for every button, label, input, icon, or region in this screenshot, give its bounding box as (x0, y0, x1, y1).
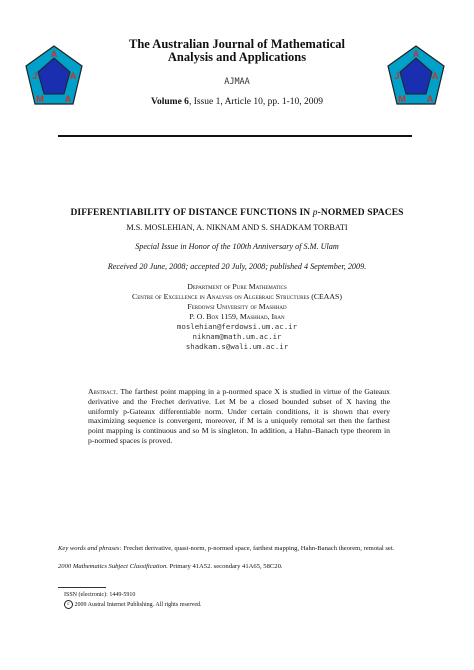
journal-title-line1: The Australian Journal of Mathematical (129, 37, 345, 51)
svg-text:M: M (36, 94, 44, 104)
paper-title-part2: -NORMED SPACES (317, 208, 404, 218)
svg-text:A: A (64, 94, 72, 104)
abstract (88, 387, 390, 446)
keywords-label: Key words and phrases: (58, 545, 122, 552)
svg-text:A: A (69, 71, 77, 81)
keywords (58, 544, 416, 553)
journal-title-line2: Analysis and Applications (167, 50, 307, 64)
msc-text: Primary 41A52. secondary 41A65, 58C20. (169, 563, 283, 570)
copyright-icon: c (64, 600, 73, 609)
footnote-rule (58, 587, 106, 588)
header-rule (58, 135, 412, 137)
authors: M.S. MOSLEHIAN, A. NIKNAM AND S. SHADKAM TORBATI (126, 223, 348, 232)
volume-details: , Issue 1, Article 10, pp. 1-10, 2009 (188, 97, 323, 107)
email-link[interactable]: niknam@math.um.ac.ir (192, 332, 282, 341)
paper-title-part1: DIFFERENTIABILITY OF DISTANCE FUNCTIONS IN (70, 208, 313, 218)
svg-text:A: A (431, 71, 439, 81)
affiliation-line: Centre of Excellence in Analysis on Algebraic Structures (CEAAS) (132, 292, 342, 301)
affiliation-line: Department of Pure Mathematics (187, 282, 287, 291)
svg-text:A: A (426, 94, 434, 104)
abstract-text: The farthest point mapping in a p-normed space X is studied in virtue of the Gateaux derivative and the Frechet derivative. Let M be a closed bounded subset of X having the uniformly p-Gateaux differentiable norm. Under certain conditions, it is shown that every maximizing sequence is convergent, moreover, if M is a uniquely remotal set then the farthest point mapping is continuous and so M is singleton. In addition, a Hahn–Banach type theorem in p-normed spaces is proved. (88, 387, 390, 445)
email-link[interactable]: shadkam.s@wali.um.ac.ir (185, 342, 289, 351)
paper-title (0, 208, 474, 218)
paper-title-var: p (312, 208, 318, 218)
affiliation (0, 282, 474, 352)
keywords-text: Frechet derivative, quasi-norm, p-normed space, farthest mapping, Hahn-Banach theorem, remotal set. (123, 545, 395, 552)
special-issue: Special Issue in Honor of the 100th Anniversary of S.M. Ulam (135, 242, 339, 251)
msc-label: 2000 Mathematics Subject Classification. (58, 563, 168, 570)
journal-title (0, 38, 474, 64)
copyright-text: 2009 Austral Internet Publishing. All rights reserved. (74, 601, 202, 608)
received-dates: Received 20 June, 2008; accepted 20 July, 2008; published 4 September, 2009. (107, 262, 367, 271)
abstract-label: Abstract. (88, 387, 118, 396)
msc-classification (58, 563, 283, 570)
affiliation-line: Ferdowsi University of Mashhad (187, 302, 287, 311)
volume-info (0, 97, 474, 107)
svg-text:J: J (394, 71, 400, 81)
svg-text:A: A (412, 49, 420, 59)
email-link[interactable]: moslehian@ferdowsi.um.ac.ir (176, 322, 298, 331)
affiliation-line: P. O. Box 1159, Mashhad, Iran (189, 312, 285, 321)
svg-text:M: M (398, 94, 406, 104)
copyright-footnote (64, 600, 201, 609)
svg-text:A: A (50, 49, 58, 59)
issn-footnote: ISSN (electronic): 1449-5910 (64, 592, 136, 598)
volume-number: Volume 6 (151, 97, 189, 107)
journal-abbrev: AJMAA (224, 77, 250, 87)
svg-text:J: J (32, 71, 38, 81)
